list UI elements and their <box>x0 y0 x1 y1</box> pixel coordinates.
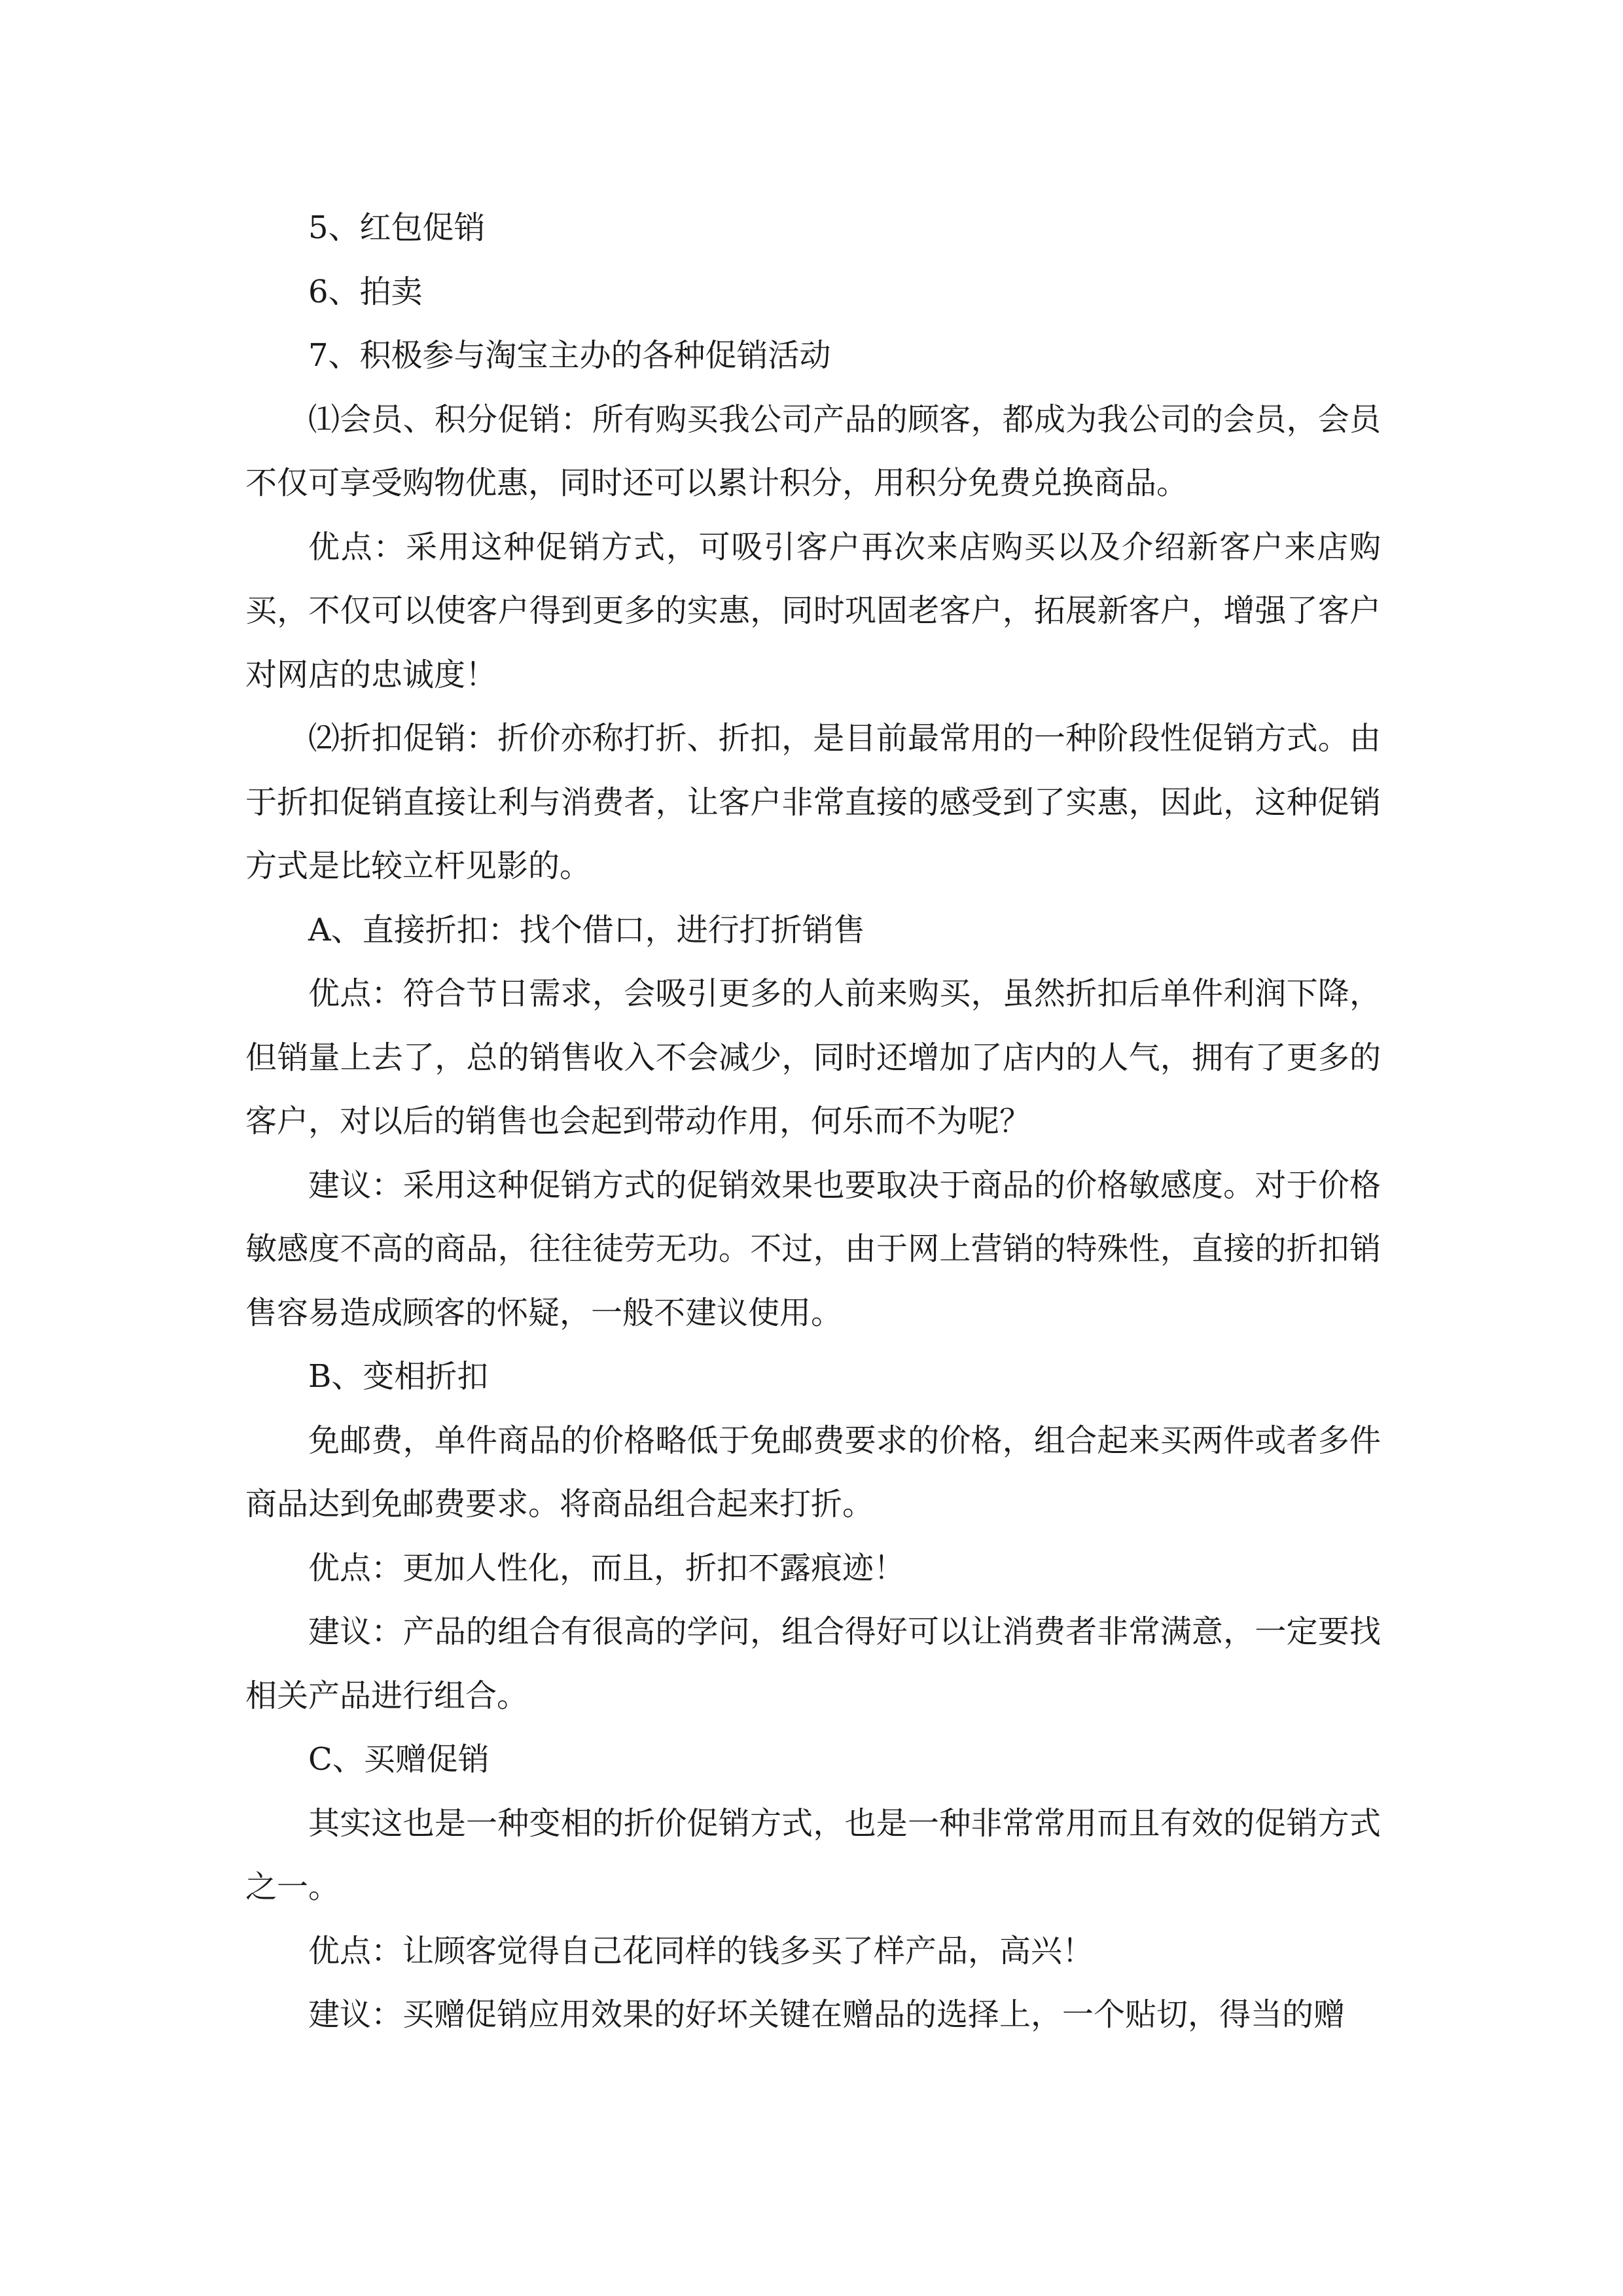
paragraph: 建议：买赠促销应用效果的好坏关键在赠品的选择上，一个贴切，得当的赠 <box>308 1996 1346 2033</box>
paragraph: 其实这也是一种变相的折价促销方式，也是一种非常常用而且有效的促销方式之一。 <box>245 1804 1381 1905</box>
document-body <box>245 196 1381 2047</box>
paragraph: B、变相折扣 <box>308 1358 489 1395</box>
paragraph: ⑵折扣促销：折价亦称打折、折扣，是目前最常用的一种阶段性促销方式。由于折扣促销直接让利与消费者，让客户非常直接的感受到了实惠，因此，这种促销方式是比较立杆见影的。 <box>245 720 1381 884</box>
paragraph: 建议：采用这种促销方式的促销效果也要取决于商品的价格敏感度。对于价格敏感度不高的商品，往往徒劳无功。不过，由于网上营销的特殊性，直接的折扣销售容易造成顾客的怀疑，一般不建议使用。 <box>245 1166 1381 1331</box>
paragraph: 优点：更加人性化，而且，折扣不露痕迹！ <box>308 1549 906 1587</box>
paragraph: A、直接折扣：找个借口，进行打折销售 <box>308 911 865 948</box>
paragraph: 6、拍卖 <box>308 273 423 310</box>
paragraph: ⑴会员、积分促销：所有购买我公司产品的顾客，都成为我公司的会员，会员不仅可享受购物优惠，同时还可以累计积分，用积分免费兑换商品。 <box>245 401 1381 501</box>
paragraph: 优点：符合节日需求，会吸引更多的人前来购买，虽然折扣后单件利润下降，但销量上去了，总的销售收入不会减少，同时还增加了店内的人气，拥有了更多的客户，对以后的销售也会起到带动作用，何乐而不为呢？ <box>245 975 1381 1139</box>
paragraph: 优点：让顾客觉得自己花同样的钱多买了样产品，高兴！ <box>308 1932 1094 1969</box>
paragraph: 优点：采用这种促销方式，可吸引客户再次来店购买以及介绍新客户来店购买，不仅可以使客户得到更多的实惠，同时巩固老客户，拓展新客户，增强了客户对网店的忠诚度！ <box>245 528 1381 693</box>
paragraph: 5、红包促销 <box>308 209 486 246</box>
paragraph: C、买赠促销 <box>308 1741 490 1778</box>
paragraph: 建议：产品的组合有很高的学问，组合得好可以让消费者非常满意，一定要找相关产品进行组合。 <box>245 1613 1381 1714</box>
paragraph: 免邮费，单件商品的价格略低于免邮费要求的价格，组合起来买两件或者多件商品达到免邮费要求。将商品组合起来打折。 <box>245 1422 1381 1522</box>
paragraph: 7、积极参与淘宝主办的各种促销活动 <box>308 337 831 374</box>
